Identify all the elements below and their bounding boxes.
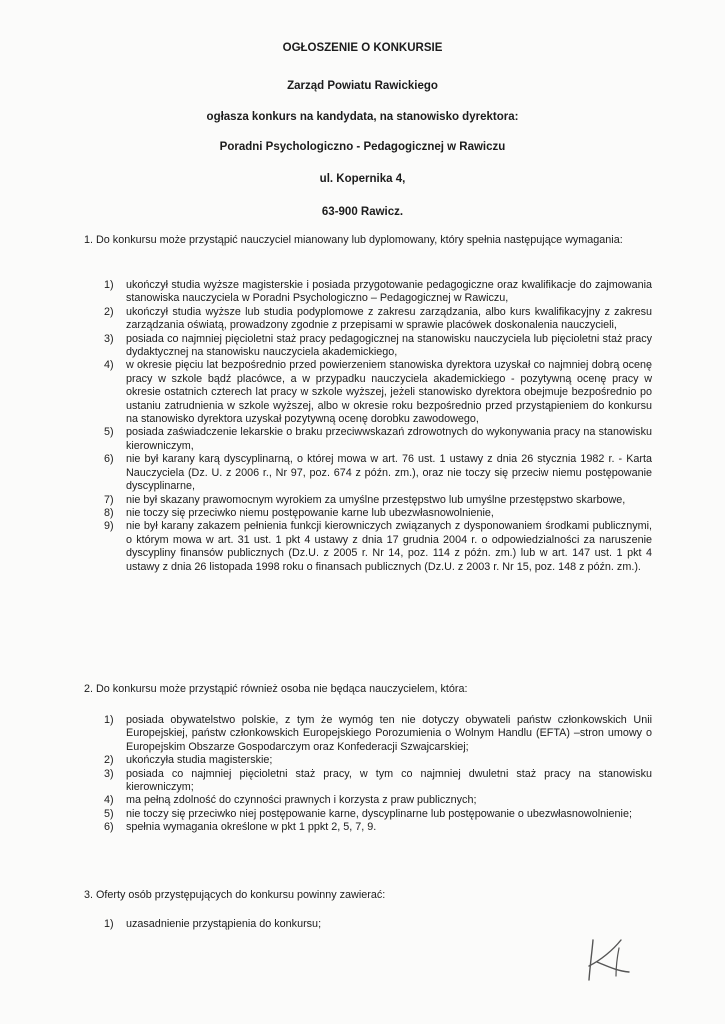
list-item: 5) posiada zaświadczenie lekarskie o braku przeciwwskazań zdrowotnych do wykonywania pracy na stanowisku kierowniczym,: [104, 426, 652, 452]
organizer: Zarząd Powiatu Rawickiego: [287, 80, 438, 92]
list-item: 9) nie był karany zakazem pełnienia funkcji kierowniczych związanych z dysponowaniem środkami publicznymi, o którym mowa w art. 31 ust. 1 pkt 4 ustawy z dnia 17 grudnia 2004 r. o odpowiedzialności za naruszenie dyscypliny finansów publicznych (Dz.U. z 2005 r. Nr 14, poz. 114 z późn. zm.) lub w art. 147 ust. 1 pkt 4 ustawy z dnia 26 listopada 1998 roku o finansach publicznych (Dz.U. z 2003 r. Nr 15, poz. 148 z późn. zm.).: [104, 520, 652, 573]
section-3-list: [104, 918, 652, 931]
section-2-intro: 2. Do konkursu może przystąpić również osoba nie będąca nauczycielem, która:: [84, 683, 468, 695]
list-item: 1) ukończył studia wyższe magisterskie i posiada przygotowanie pedagogiczne oraz kwalifikacje do zajmowania stanowiska nauczyciela w Poradni Psychologiczno – Pedagogicznej w Rawiczu,: [104, 279, 652, 305]
section-1-list: [104, 279, 652, 574]
section-3-intro: 3. Oferty osób przystępujących do konkursu powinny zawierać:: [84, 889, 386, 901]
announcement-line: ogłasza konkurs na kandydata, na stanowisko dyrektora:: [206, 111, 519, 123]
list-item: 8) nie toczy się przeciwko niemu postępowanie karne lub ubezwłasnowolnienie,: [104, 506, 494, 519]
list-item: 2) ukończyła studia magisterskie;: [104, 754, 273, 767]
list-item: 1) uzasadnienie przystąpienia do konkursu;: [104, 918, 322, 930]
list-item: 3) posiada co najmniej pięcioletni staż pracy pedagogicznej na stanowisku nauczyciela lub pięcioletni staż pracy dydaktycznej na stanowisku nauczyciela akademickiego,: [104, 332, 652, 359]
document-title: OGŁOSZENIE O KONKURSIE: [282, 42, 443, 54]
list-item: 4) w okresie pięciu lat bezpośrednio przed powierzeniem stanowiska dyrektora uzyskał co najmniej dobrą ocenę pracy w szkole bądź placówce, a w przypadku nauczyciela akademickiego - pozytywną ocenę pracy w okresie ostatnich czterech lat pracy w szkole wyższej, jeżeli stanowisko dyrektora obejmuje bezpośrednio po ustaniu zatrudnienia w szkole wyższej, albo w okresie roku bezpośrednio przed przystąpieniem do konkursu na stanowisko dyrektora uzyskał pozytywną ocenę dorobku zawodowego,: [104, 359, 652, 426]
section-1-intro: 1. Do konkursu może przystąpić nauczyciel mianowany lub dyplomowany, który spełnia następujące wymagania:: [84, 234, 623, 246]
list-item: 2) ukończył studia wyższe lub studia podyplomowe z zakresu zarządzania, albo kurs kwalifikacyjny z zakresu zarządzania oświatą, prowadzony zgodnie z przepisami w sprawie placówek doskonalenia nauczycieli,: [104, 305, 652, 332]
institution-name: Poradni Psychologiczno - Pedagogicznej w Rawiczu: [219, 141, 506, 153]
section-2-list: [104, 714, 652, 835]
list-item: 7) nie był skazany prawomocnym wyrokiem za umyślne przestępstwo lub umyślne przestępstwo skarbowe,: [104, 493, 626, 506]
list-item: 4) ma pełną zdolność do czynności prawnych i korzysta z praw publicznych;: [104, 794, 477, 807]
list-item: 3) posiada co najmniej pięcioletni staż pracy, w tym co najmniej dwuletni staż pracy na stanowisku kierowniczym;: [104, 767, 652, 794]
list-item: 6) spełnia wymagania określone w pkt 1 ppkt 2, 5, 7, 9.: [104, 821, 377, 834]
list-item: 6) nie był karany karą dyscyplinarną, o której mowa w art. 76 ust. 1 ustawy z dnia 26 stycznia 1982 r. - Karta Nauczyciela (Dz. U. z 2006 r., Nr 97, poz. 674 z późn. zm.), oraz nie toczy się przeciw niemu postępowanie dyscyplinarne,: [104, 453, 652, 493]
list-item: 1) posiada obywatelstwo polskie, z tym że wymóg ten nie dotyczy obywateli państw członkowskich Unii Europejskiej, państw członkowskich Europejskiego Porozumienia o Wolnym Handlu (EFTA) –stron umowy o Europejskim Obszarze Gospodarczym oraz Konfederacji Szwajcarskiej;: [104, 714, 652, 753]
postal-address: 63-900 Rawicz.: [321, 206, 404, 218]
handwritten-signature: [583, 936, 633, 982]
street-address: ul. Kopernika 4,: [319, 173, 406, 185]
list-item: 5) nie toczy się przeciwko niej postępowanie karne, dyscyplinarne lub postępowanie o ubezwłasnowolnienie;: [104, 807, 632, 820]
